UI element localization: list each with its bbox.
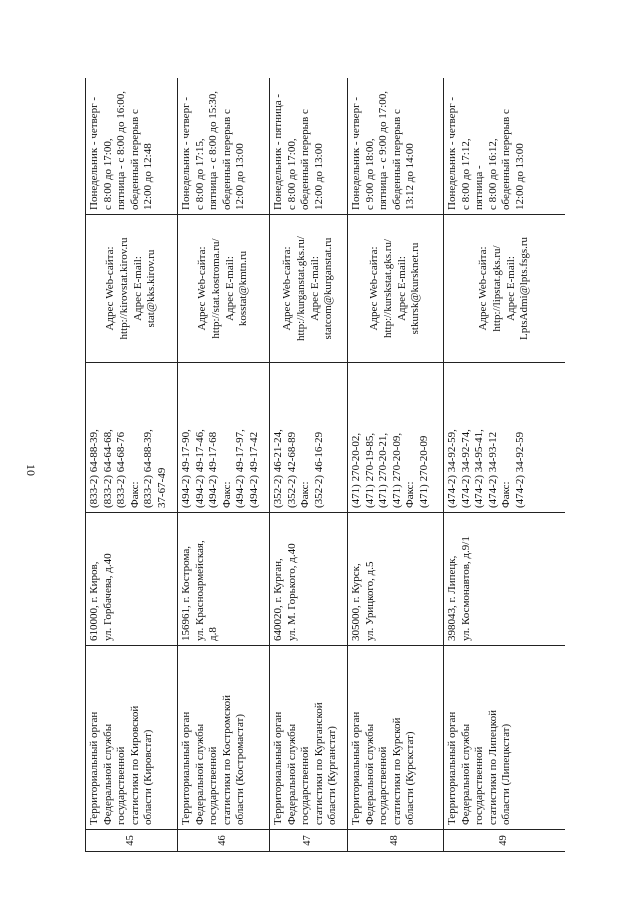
phones-line: (474-2) 34-93-12 xyxy=(486,431,499,508)
organizations-table xyxy=(85,78,565,852)
working-hours-line: 12:00 до 13:00 xyxy=(312,143,325,210)
address-cell xyxy=(444,513,566,646)
organization-line: государственной xyxy=(115,746,128,825)
page-number: 10 xyxy=(24,464,38,476)
organization-line: Территориальный орган xyxy=(446,711,458,825)
working-hours-line: обеденный перерыв с xyxy=(390,109,403,210)
working-hours-cell xyxy=(86,78,178,215)
table-row xyxy=(86,78,178,852)
organization-cell xyxy=(270,646,348,830)
working-hours-line: Понедельник - четверг - xyxy=(88,97,100,210)
working-hours-line: пятница - с 9:00 до 17:00, xyxy=(377,90,390,210)
web-email-line: kosstat@kmtn.ru xyxy=(237,250,250,327)
phones-line: (471) 270-19-85, xyxy=(363,432,376,508)
web-email-line: Адрес Web-сайта: xyxy=(196,246,209,331)
web-email-line: Адрес E-mail: xyxy=(308,256,321,321)
web-email-line: Адрес E-mail: xyxy=(504,256,517,321)
rotated-table-container xyxy=(85,78,565,852)
web-email-line: stat@kks.kirov.ru xyxy=(145,249,158,328)
web-email-line: Адрес Web-сайта: xyxy=(368,246,381,331)
row-number: 49 xyxy=(498,835,510,846)
row-number-cell xyxy=(348,830,444,852)
working-hours-line: обеденный перерыв с xyxy=(220,109,233,210)
table-body xyxy=(86,78,566,852)
address-cell xyxy=(348,513,444,646)
phones-line: Факс: xyxy=(220,481,233,508)
address-line: д.8 xyxy=(207,627,220,641)
web-email-line: statcom@kurganstat.ru xyxy=(322,237,335,340)
working-hours-line: Понедельник - пятница - xyxy=(272,93,284,210)
organization-cell xyxy=(86,646,178,830)
organization-line: области (Кировстат) xyxy=(142,729,155,825)
working-hours-line: с 8:00 до 17:00, xyxy=(285,138,298,210)
address-line: ул. М. Горького, д.40 xyxy=(285,543,298,641)
table-viewport xyxy=(85,78,565,852)
organization-line: Территориальный орган xyxy=(88,711,100,825)
organization-line: области (Липецкстат) xyxy=(500,723,513,825)
table-row xyxy=(270,78,348,852)
web-email-line: Адрес E-mail: xyxy=(131,256,144,321)
row-number-cell xyxy=(270,830,348,852)
phones-line: (494-2) 49-17-68 xyxy=(207,431,220,508)
organization-line: статистики по Костромской xyxy=(220,694,233,825)
table-row xyxy=(178,78,270,852)
working-hours-cell xyxy=(444,78,566,215)
working-hours-cell xyxy=(178,78,270,215)
organization-cell xyxy=(348,646,444,830)
organization-line: области (Костромастат) xyxy=(234,713,247,825)
organization-line: области (Курганстат) xyxy=(326,726,339,825)
organization-line: государственной xyxy=(473,746,486,825)
web-email-line: http://lipstat.gks.ru/ xyxy=(490,245,503,332)
phones-line: Факс: xyxy=(299,481,312,508)
working-hours-line: обеденный перерыв с xyxy=(299,109,312,210)
organization-line: Территориальный орган xyxy=(350,711,362,825)
phones-line: (352-2) 46-16-29 xyxy=(312,431,325,508)
organization-line: области (Курскстат) xyxy=(404,731,417,825)
table-row xyxy=(348,78,444,852)
address-line: 398043, г. Липецк, xyxy=(446,555,458,641)
working-hours-line: с 9:00 до 18:00, xyxy=(363,138,376,210)
phones-line: (471) 270-20-09 xyxy=(417,435,430,508)
organization-line: государственной xyxy=(207,746,220,825)
working-hours-line: Понедельник - четверг - xyxy=(350,97,362,210)
phones-line: Факс: xyxy=(500,481,513,508)
working-hours-line: 12:00 до 13:00 xyxy=(513,143,526,210)
working-hours-line: Понедельник - четверг - xyxy=(446,97,458,210)
organization-line: статистики по Курганской xyxy=(312,702,325,825)
address-line: ул. Горбачева, д.40 xyxy=(101,553,114,641)
phones-line: (494-2) 49-17-90, xyxy=(180,429,192,508)
web-email-line: LptsAdmi@lpts.fsgs.ru xyxy=(518,236,531,341)
working-hours-line: пятница - xyxy=(473,165,486,210)
address-line: 610000, г. Киров, xyxy=(88,561,100,641)
row-number: 45 xyxy=(125,835,137,846)
address-line: ул. Космонавтов, д.9/1 xyxy=(459,536,472,641)
phones-line: (833-2) 64-88-39, xyxy=(88,429,100,508)
row-number: 48 xyxy=(389,835,401,846)
phones-line: (474-2) 34-95-41, xyxy=(473,429,486,508)
phones-line: 37-67-49 xyxy=(155,467,168,508)
phones-line: (471) 270-20-21, xyxy=(377,432,390,508)
phones-line: (474-2) 34-92-74, xyxy=(459,429,472,508)
phones-line: Факс: xyxy=(128,481,141,508)
address-cell xyxy=(178,513,270,646)
phones-cell xyxy=(270,363,348,513)
working-hours-line: обеденный перерыв с xyxy=(128,109,141,210)
working-hours-line: 12:00 до 12:48 xyxy=(142,143,155,210)
phones-line: (833-2) 64-68-76 xyxy=(115,431,128,508)
organization-line: статистики по Липецкой xyxy=(486,710,499,825)
organization-cell xyxy=(178,646,270,830)
web-email-line: http://kirovstat.kirov.ru xyxy=(117,237,130,340)
web-email-line: Адрес Web-сайта: xyxy=(477,246,490,331)
row-number-cell xyxy=(444,830,566,852)
row-number: 46 xyxy=(217,835,229,846)
organization-line: государственной xyxy=(377,746,390,825)
address-line: 305000, г. Курск, xyxy=(350,563,362,641)
address-line: 640020, г. Курган, xyxy=(272,558,284,641)
working-hours-line: с 8:00 до 17:15, xyxy=(193,138,206,210)
working-hours-cell xyxy=(348,78,444,215)
phones-line: (471) 270-20-02, xyxy=(350,432,362,508)
organization-cell xyxy=(444,646,566,830)
web-email-cell xyxy=(178,215,270,363)
working-hours-line: Понедельник - четверг - xyxy=(180,97,192,210)
web-email-cell xyxy=(270,215,348,363)
phones-line: (352-2) 42-68-89 xyxy=(285,431,298,508)
phones-line: Факс: xyxy=(404,481,417,508)
working-hours-line: с 8:00 до 17:12, xyxy=(459,138,472,210)
phones-line: (494-2) 49-17-42 xyxy=(247,431,260,508)
phones-line: (471) 270-20-09, xyxy=(390,432,403,508)
phones-cell xyxy=(178,363,270,513)
web-email-line: Адрес Web-сайта: xyxy=(281,246,294,331)
address-line: ул. Красноармейская, xyxy=(193,540,206,641)
organization-line: статистики по Кировской xyxy=(128,705,141,825)
address-cell xyxy=(270,513,348,646)
organization-line: Федеральной службы xyxy=(363,723,376,825)
working-hours-line: с 8:00 до 17:00, xyxy=(101,138,114,210)
phones-line: (494-2) 49-17-97, xyxy=(234,429,247,508)
working-hours-line: пятница - с 8:00 до 15:30, xyxy=(207,90,220,210)
phones-line: (474-2) 34-92-59, xyxy=(446,429,458,508)
phones-line: (833-2) 64-88-39, xyxy=(142,429,155,508)
web-email-line: http://kurganstat.gks.ru/ xyxy=(294,236,307,341)
web-email-line: stkursk@kursknet.ru xyxy=(409,242,422,335)
web-email-cell xyxy=(444,215,566,363)
address-line: ул. Урицкого, д.5 xyxy=(363,561,376,641)
phones-line: (352-2) 46-21-24, xyxy=(272,429,284,508)
web-email-line: http://kurskstat.gks.ru/ xyxy=(381,239,394,338)
web-email-cell xyxy=(86,215,178,363)
phones-line: (494-2) 49-17-46, xyxy=(193,429,206,508)
organization-line: Федеральной службы xyxy=(459,723,472,825)
organization-line: Территориальный орган xyxy=(180,711,192,825)
organization-line: государственной xyxy=(299,746,312,825)
web-email-line: Адрес Web-сайта: xyxy=(104,246,117,331)
address-line: 156961, г. Кострома, xyxy=(180,546,192,641)
row-number-cell xyxy=(86,830,178,852)
phones-line: (833-2) 64-64-68, xyxy=(101,429,114,508)
address-cell xyxy=(86,513,178,646)
phones-cell xyxy=(348,363,444,513)
table-row xyxy=(444,78,566,852)
web-email-line: Адрес E-mail: xyxy=(395,256,408,321)
row-number-cell xyxy=(178,830,270,852)
web-email-line: Адрес E-mail: xyxy=(223,256,236,321)
working-hours-line: пятница - с 8:00 до 16:00, xyxy=(115,90,128,210)
web-email-line: http://stat.kostroma.ru/ xyxy=(209,238,222,339)
working-hours-line: 13:12 до 14:00 xyxy=(404,143,417,210)
phones-cell xyxy=(444,363,566,513)
web-email-cell xyxy=(348,215,444,363)
working-hours-line: 12:00 до 13:00 xyxy=(234,143,247,210)
organization-line: Территориальный орган xyxy=(272,711,284,825)
row-number: 47 xyxy=(302,835,314,846)
organization-line: Федеральной службы xyxy=(101,723,114,825)
organization-line: статистики по Курской xyxy=(390,717,403,825)
phones-cell xyxy=(86,363,178,513)
phones-line: (474-2) 34-92-59 xyxy=(513,431,526,508)
organization-line: Федеральной службы xyxy=(285,723,298,825)
working-hours-line: обеденный перерыв с xyxy=(500,109,513,210)
working-hours-line: с 8:00 до 16:12, xyxy=(486,138,499,210)
working-hours-cell xyxy=(270,78,348,215)
organization-line: Федеральной службы xyxy=(193,723,206,825)
